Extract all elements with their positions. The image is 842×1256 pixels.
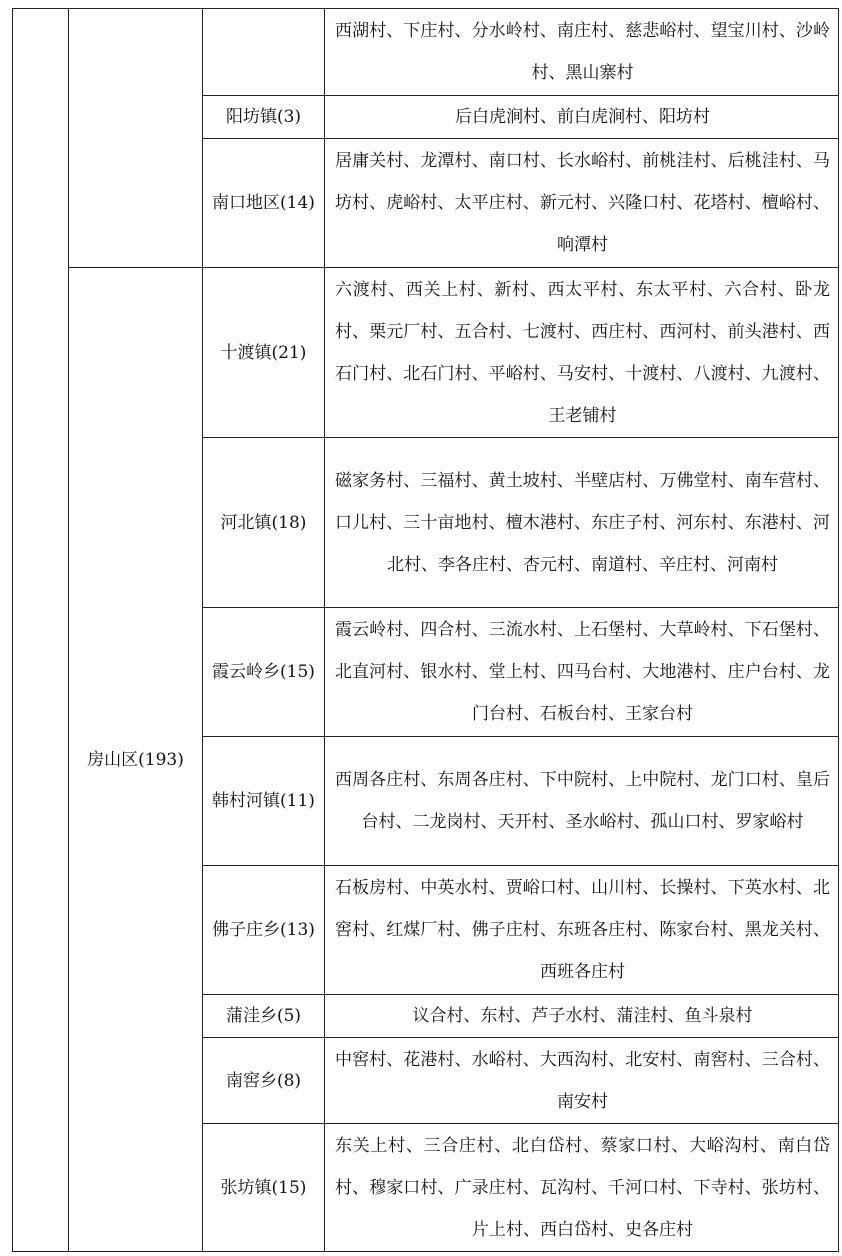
village-table xyxy=(12,8,839,1252)
villages-cell: 后白虎涧村、前白虎涧村、阳坊村 xyxy=(325,96,839,139)
district-cell-prev xyxy=(69,9,203,268)
district-cell-fangshan: 房山区(193) xyxy=(69,268,203,1252)
town-cell: 河北镇(18) xyxy=(203,438,325,608)
villages-cell: 磁家务村、三福村、黄土坡村、半壁店村、万佛堂村、南车营村、口儿村、三十亩地村、檀木港村、东庄子村、河东村、东港村、河北村、李各庄村、杏元村、南道村、辛庄村、河南村 xyxy=(325,438,839,608)
villages-cell: 东关上村、三合庄村、北白岱村、蔡家口村、大峪沟村、南白岱村、穆家口村、广录庄村、瓦沟村、千河口村、下寺村、张坊村、片上村、西白岱村、史各庄村 xyxy=(325,1124,839,1252)
town-cell: 十渡镇(21) xyxy=(203,268,325,438)
villages-cell: 霞云岭村、四合村、三流水村、上石堡村、大草岭村、下石堡村、北直河村、银水村、堂上村、四马台村、大地港村、庄户台村、龙门台村、石板台村、王家台村 xyxy=(325,608,839,737)
town-cell: 佛子庄乡(13) xyxy=(203,866,325,995)
villages-cell: 中窖村、花港村、水峪村、大西沟村、北安村、南窖村、三合村、南安村 xyxy=(325,1038,839,1124)
town-cell xyxy=(203,9,325,96)
town-cell: 阳坊镇(3) xyxy=(203,96,325,139)
villages-cell: 西周各庄村、东周各庄村、下中院村、上中院村、龙门口村、皇后台村、二龙岗村、天开村、圣水峪村、孤山口村、罗家峪村 xyxy=(325,737,839,866)
region-cell xyxy=(13,9,69,1252)
villages-cell: 西湖村、下庄村、分水岭村、南庄村、慈悲峪村、望宝川村、沙岭村、黑山寨村 xyxy=(325,9,839,96)
villages-cell: 议合村、东村、芦子水村、蒲洼村、鱼斗泉村 xyxy=(325,995,839,1038)
town-cell: 霞云岭乡(15) xyxy=(203,608,325,737)
town-cell: 蒲洼乡(5) xyxy=(203,995,325,1038)
town-cell: 南窖乡(8) xyxy=(203,1038,325,1124)
town-cell: 南口地区(14) xyxy=(203,139,325,268)
villages-cell: 石板房村、中英水村、贾峪口村、山川村、长操村、下英水村、北窖村、红煤厂村、佛子庄村、东班各庄村、陈家台村、黑龙关村、西班各庄村 xyxy=(325,866,839,995)
villages-cell: 居庸关村、龙潭村、南口村、长水峪村、前桃洼村、后桃洼村、马坊村、虎峪村、太平庄村、新元村、兴隆口村、花塔村、檀峪村、响潭村 xyxy=(325,139,839,268)
town-cell: 韩村河镇(11) xyxy=(203,737,325,866)
town-cell: 张坊镇(15) xyxy=(203,1124,325,1252)
table-row xyxy=(13,9,839,96)
villages-cell: 六渡村、西关上村、新村、西太平村、东太平村、六合村、卧龙村、栗元厂村、五合村、七渡村、西庄村、西河村、前头港村、西石门村、北石门村、平峪村、马安村、十渡村、八渡村、九渡村、王老铺村 xyxy=(325,268,839,438)
table-row xyxy=(13,268,839,438)
